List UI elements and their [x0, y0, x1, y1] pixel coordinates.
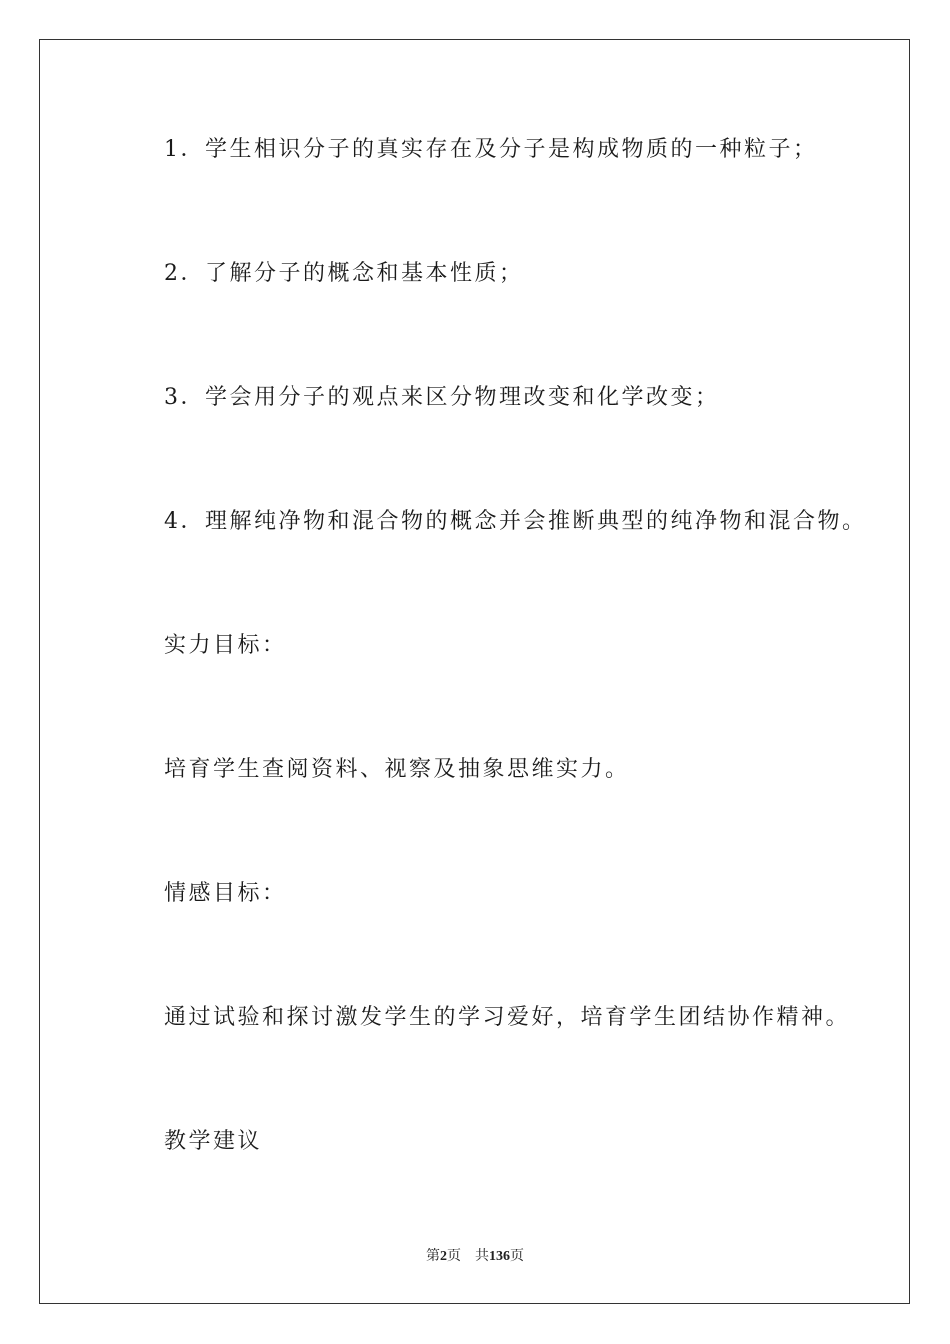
ability-goal-text: 培育学生查阅资料、视察及抽象思维实力。	[164, 757, 630, 782]
objective-item-2: 2．了解分子的概念和基本性质；	[164, 261, 524, 286]
page-prefix: 第	[426, 1249, 440, 1264]
total-prefix: 共	[475, 1249, 489, 1264]
page-footer	[0, 1248, 950, 1266]
emotion-goal-text: 通过试验和探讨激发学生的学习爱好，培育学生团结协作精神。	[164, 1005, 851, 1030]
page-suffix: 页	[447, 1249, 461, 1264]
emotion-goal-heading: 情感目标：	[164, 881, 287, 906]
objective-item-3: 3．学会用分子的观点来区分物理改变和化学改变；	[164, 385, 720, 410]
objective-item-4: 4．理解纯净物和混合物的概念并会推断典型的纯净物和混合物。	[164, 509, 867, 534]
page-number: 2	[440, 1249, 447, 1264]
total-pages: 136	[489, 1249, 510, 1264]
page-frame	[39, 39, 910, 1304]
teaching-suggestion-heading: 教学建议	[164, 1129, 263, 1154]
ability-goal-heading: 实力目标：	[164, 633, 287, 658]
total-suffix: 页	[510, 1249, 524, 1264]
objective-item-1: 1．学生相识分子的真实存在及分子是构成物质的一种粒子；	[164, 137, 818, 162]
